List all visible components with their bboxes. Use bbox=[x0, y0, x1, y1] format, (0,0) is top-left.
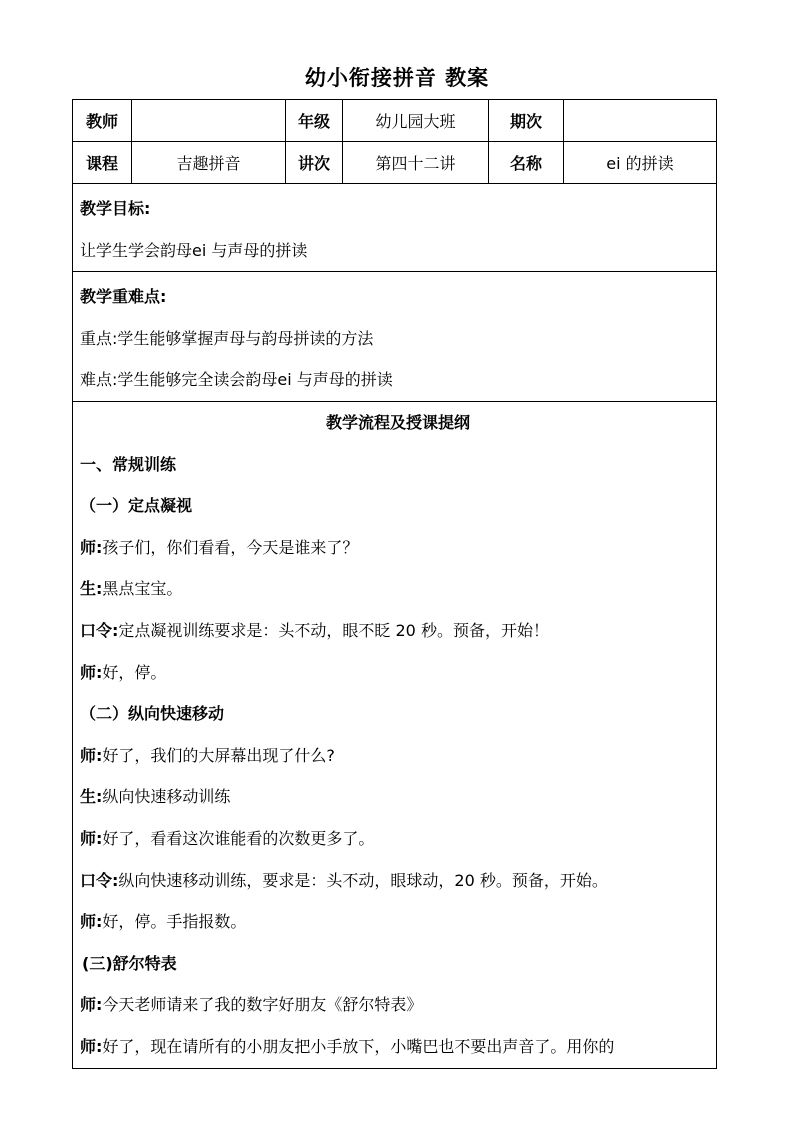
dialogue-text: 好，停。 bbox=[102, 662, 167, 682]
flow-row bbox=[73, 402, 717, 1069]
flow-section bbox=[73, 402, 717, 1069]
key-points-row bbox=[73, 272, 717, 402]
header-row-2 bbox=[73, 142, 717, 184]
speaker-label: 师: bbox=[80, 662, 103, 682]
teacher-value bbox=[132, 100, 286, 142]
name-value: ei 的拼读 bbox=[564, 142, 717, 184]
speaker-label: 口令: bbox=[80, 620, 119, 640]
header-row-1 bbox=[73, 100, 717, 142]
dialogue-line bbox=[80, 776, 716, 818]
document-title: 幼小衔接拼音 教案 bbox=[304, 66, 490, 90]
section-1-heading: 一、常规训练 bbox=[80, 454, 177, 474]
subsection-3-heading: (三)舒尔特表 bbox=[82, 953, 177, 973]
teacher-label: 教师 bbox=[73, 100, 132, 142]
dialogue-line bbox=[80, 984, 716, 1026]
dialogue-line bbox=[80, 568, 716, 610]
name-label: 名称 bbox=[489, 142, 564, 184]
dialogue-text: 黑点宝宝。 bbox=[102, 579, 183, 599]
speaker-label: 师: bbox=[80, 1036, 103, 1056]
dialogue-line bbox=[80, 901, 716, 943]
dialogue-line bbox=[80, 527, 716, 569]
goal-heading: 教学目标: bbox=[80, 199, 151, 218]
subsection-2-heading: （二）纵向快速移动 bbox=[80, 704, 225, 724]
grade-value: 幼儿园大班 bbox=[343, 100, 489, 142]
dialogue-text: 今天老师请来了我的数字好朋友《舒尔特表》 bbox=[102, 995, 423, 1015]
speaker-label: 师: bbox=[80, 995, 103, 1015]
dialogue-text: 好了，我们的大屏幕出现了什么? bbox=[102, 745, 335, 765]
dialogue-line bbox=[80, 1026, 716, 1068]
dialogue-text: 好了，现在请所有的小朋友把小手放下，小嘴巴也不要出声音了。用你的 bbox=[102, 1036, 615, 1056]
dialogue-line bbox=[80, 860, 716, 902]
course-label: 课程 bbox=[73, 142, 132, 184]
speaker-label: 师: bbox=[80, 745, 103, 765]
term-value bbox=[564, 100, 717, 142]
dialogue-line bbox=[80, 652, 716, 694]
subsection-1-heading: （一）定点凝视 bbox=[80, 496, 193, 516]
key-points-heading: 教学重难点: bbox=[80, 287, 167, 307]
dialogue-text: 好了，看看这次谁能看的次数更多了。 bbox=[102, 828, 375, 848]
term-label: 期次 bbox=[489, 100, 564, 142]
speaker-label: 师: bbox=[80, 912, 103, 932]
course-value: 吉趣拼音 bbox=[132, 142, 286, 184]
dialogue-line bbox=[80, 735, 716, 777]
focus-text: 重点:学生能够掌握声母与韵母拼读的方法 bbox=[80, 328, 374, 348]
key-points-section bbox=[73, 272, 717, 402]
lesson-plan-table bbox=[72, 99, 717, 1069]
dialogue-line bbox=[80, 818, 716, 860]
dialogue-text: 好，停。手指报数。 bbox=[102, 912, 247, 932]
flow-heading: 教学流程及授课提纲 bbox=[325, 413, 470, 432]
goal-section bbox=[73, 184, 717, 272]
speaker-label: 师: bbox=[80, 537, 103, 557]
goal-text: 让学生学会韵母ei 与声母的拼读 bbox=[80, 240, 308, 260]
dialogue-text: 纵向快速移动训练 bbox=[102, 787, 231, 807]
goal-row bbox=[73, 184, 717, 272]
speaker-label: 口令: bbox=[80, 870, 119, 890]
grade-label: 年级 bbox=[286, 100, 343, 142]
difficulty-text: 难点:学生能够完全读会韵母ei 与声母的拼读 bbox=[80, 370, 393, 390]
dialogue-text: 纵向快速移动训练，要求是：头不动，眼球动，20 秒。预备，开始。 bbox=[118, 870, 608, 890]
lesson-value: 第四十二讲 bbox=[343, 142, 489, 184]
dialogue-text: 孩子们，你们看看，今天是谁来了？ bbox=[102, 537, 359, 557]
speaker-label: 生: bbox=[80, 579, 103, 599]
lesson-label: 讲次 bbox=[286, 142, 343, 184]
dialogue-line bbox=[80, 610, 716, 652]
speaker-label: 生: bbox=[80, 787, 103, 807]
speaker-label: 师: bbox=[80, 828, 103, 848]
dialogue-text: 定点凝视训练要求是：头不动，眼不眨 20 秒。预备，开始！ bbox=[118, 620, 549, 640]
